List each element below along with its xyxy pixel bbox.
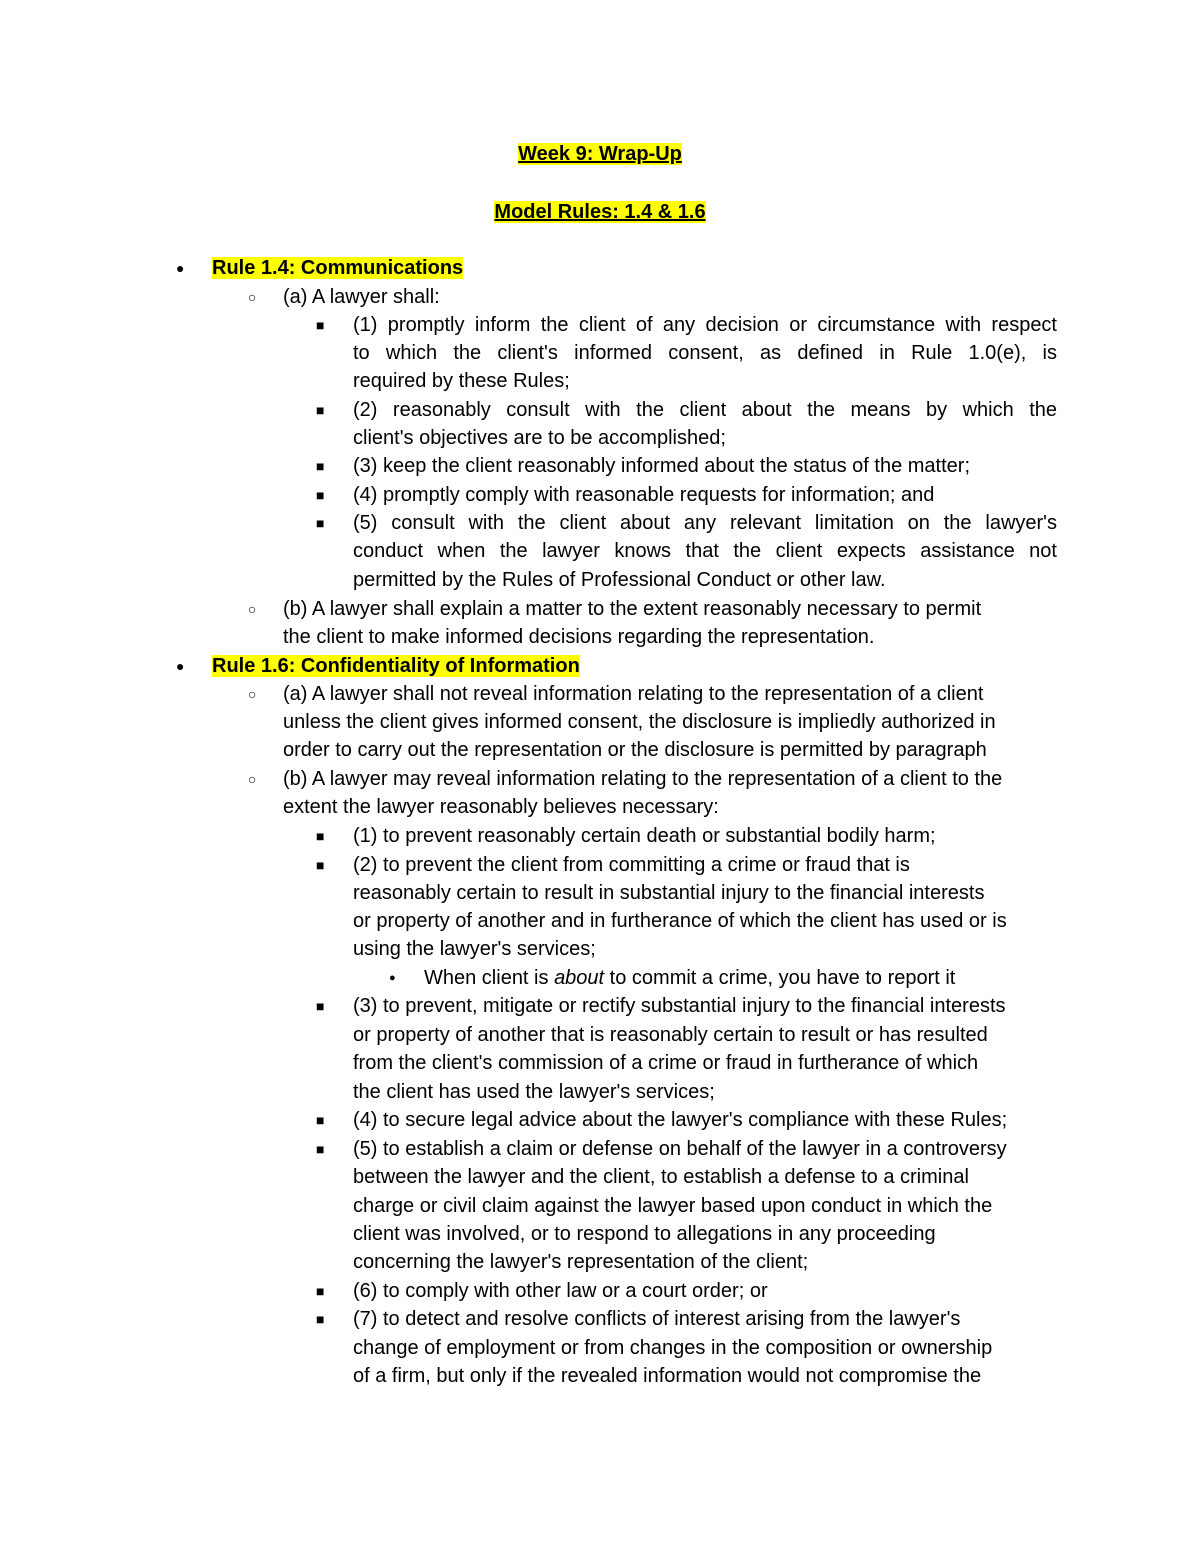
- page-subtitle-text: Model Rules: 1.4 & 1.6: [494, 201, 706, 223]
- list-item-line: (3) to prevent, mitigate or rectify substantial injury to the financial interests: [353, 995, 1006, 1017]
- list-item-line: or property of another and in furtherance of which the client has used or is: [353, 910, 1007, 932]
- bullet-level3-icon: ■: [316, 998, 325, 1014]
- section-heading-text: Rule 1.4: Communications: [212, 257, 464, 279]
- list-item-line: order to carry out the representation or the disclosure is permitted by paragraph: [283, 739, 987, 761]
- bullet-level3-icon: ■: [316, 317, 325, 333]
- list-item-line: (5) consult with the client about any relevant limitation on the lawyer's: [353, 512, 1057, 534]
- list-item-line: (7) to detect and resolve conflicts of interest arising from the lawyer's: [353, 1308, 961, 1330]
- list-item-line: extent the lawyer reasonably believes necessary:: [283, 796, 719, 818]
- bullet-level2-icon: ○: [248, 289, 257, 305]
- list-item-line: (2) to prevent the client from committing a crime or fraud that is: [353, 854, 910, 876]
- bullet-level1-icon: ●: [176, 260, 185, 276]
- bullet-level3-icon: ■: [316, 515, 325, 531]
- bullet-level3-icon: ■: [316, 1283, 325, 1299]
- list-item-line: (a) A lawyer shall:: [283, 286, 440, 308]
- note-line: [424, 964, 955, 992]
- list-item-line: (b) A lawyer shall explain a matter to the extent reasonably necessary to permit: [283, 598, 982, 620]
- list-item-line: the client to make informed decisions regarding the representation.: [283, 626, 875, 648]
- list-item-line: required by these Rules;: [353, 370, 570, 392]
- list-item-line: of a firm, but only if the revealed information would not compromise the: [353, 1365, 982, 1387]
- bullet-level3-icon: ■: [316, 1112, 325, 1128]
- section-heading-rule-1-4: [212, 254, 463, 282]
- section-heading-text: Rule 1.6: Confidentiality of Information: [212, 655, 580, 677]
- bullet-level2-icon: ○: [248, 771, 257, 787]
- list-item-line: concerning the lawyer's representation of the client;: [353, 1251, 809, 1273]
- list-item-line: (6) to comply with other law or a court order; or: [353, 1280, 768, 1302]
- list-item-line: permitted by the Rules of Professional Conduct or other law.: [353, 569, 886, 591]
- bullet-level1-icon: ●: [176, 658, 185, 674]
- bullet-level3-icon: ■: [316, 1311, 325, 1327]
- list-item-line: change of employment or from changes in the composition or ownership: [353, 1337, 993, 1359]
- bullet-level2-icon: ○: [248, 686, 257, 702]
- bullet-level3-icon: ■: [316, 487, 325, 503]
- list-item-line: between the lawyer and the client, to establish a defense to a criminal: [353, 1166, 969, 1188]
- list-item-line: unless the client gives informed consent, the disclosure is impliedly authorized in: [283, 711, 996, 733]
- bullet-level2-icon: ○: [248, 601, 257, 617]
- list-item-line: (1) to prevent reasonably certain death or substantial bodily harm;: [353, 825, 936, 847]
- bullet-level3-icon: ■: [316, 1141, 325, 1157]
- list-item-line: (3) keep the client reasonably informed about the status of the matter;: [353, 455, 971, 477]
- note-text-emphasis: about: [554, 967, 605, 989]
- list-item-line: using the lawyer's services;: [353, 938, 596, 960]
- list-item-line: or property of another that is reasonably certain to result or has resulted: [353, 1024, 988, 1046]
- list-item-line: to which the client's informed consent, as defined in Rule 1.0(e), is: [353, 342, 1057, 364]
- page-title-text: Week 9: Wrap-Up: [518, 143, 682, 165]
- list-item-line: (b) A lawyer may reveal information relating to the representation of a client to the: [283, 768, 1003, 790]
- list-item-line: reasonably certain to result in substantial injury to the financial interests: [353, 882, 985, 904]
- list-item-line: (4) to secure legal advice about the lawyer's compliance with these Rules;: [353, 1109, 1008, 1131]
- note-text-before: When client is: [424, 967, 555, 989]
- bullet-level3-icon: ■: [316, 402, 325, 418]
- list-item-line: the client has used the lawyer's services;: [353, 1081, 715, 1103]
- bullet-level3-icon: ■: [316, 458, 325, 474]
- page-title: [0, 140, 1200, 168]
- list-item-line: (2) reasonably consult with the client about the means by which the: [353, 399, 1057, 421]
- section-heading-rule-1-6: [212, 652, 580, 680]
- list-item-line: (a) A lawyer shall not reveal information relating to the representation of a client: [283, 683, 984, 705]
- bullet-level4-icon: ●: [389, 972, 396, 984]
- list-item-line: (1) promptly inform the client of any decision or circumstance with respect: [353, 314, 1057, 336]
- list-item-line: (5) to establish a claim or defense on behalf of the lawyer in a controversy: [353, 1138, 1007, 1160]
- list-item-line: charge or civil claim against the lawyer based upon conduct in which the: [353, 1195, 993, 1217]
- list-item-line: from the client's commission of a crime or fraud in furtherance of which: [353, 1052, 979, 1074]
- page-subtitle: [0, 198, 1200, 226]
- list-item-line: client was involved, or to respond to allegations in any proceeding: [353, 1223, 936, 1245]
- list-item-line: conduct when the lawyer knows that the client expects assistance not: [353, 540, 1057, 562]
- list-item-line: client's objectives are to be accomplished;: [353, 427, 726, 449]
- bullet-level3-icon: ■: [316, 828, 325, 844]
- note-text-after: to commit a crime, you have to report it: [604, 967, 956, 989]
- bullet-level3-icon: ■: [316, 857, 325, 873]
- list-item-line: (4) promptly comply with reasonable requests for information; and: [353, 484, 935, 506]
